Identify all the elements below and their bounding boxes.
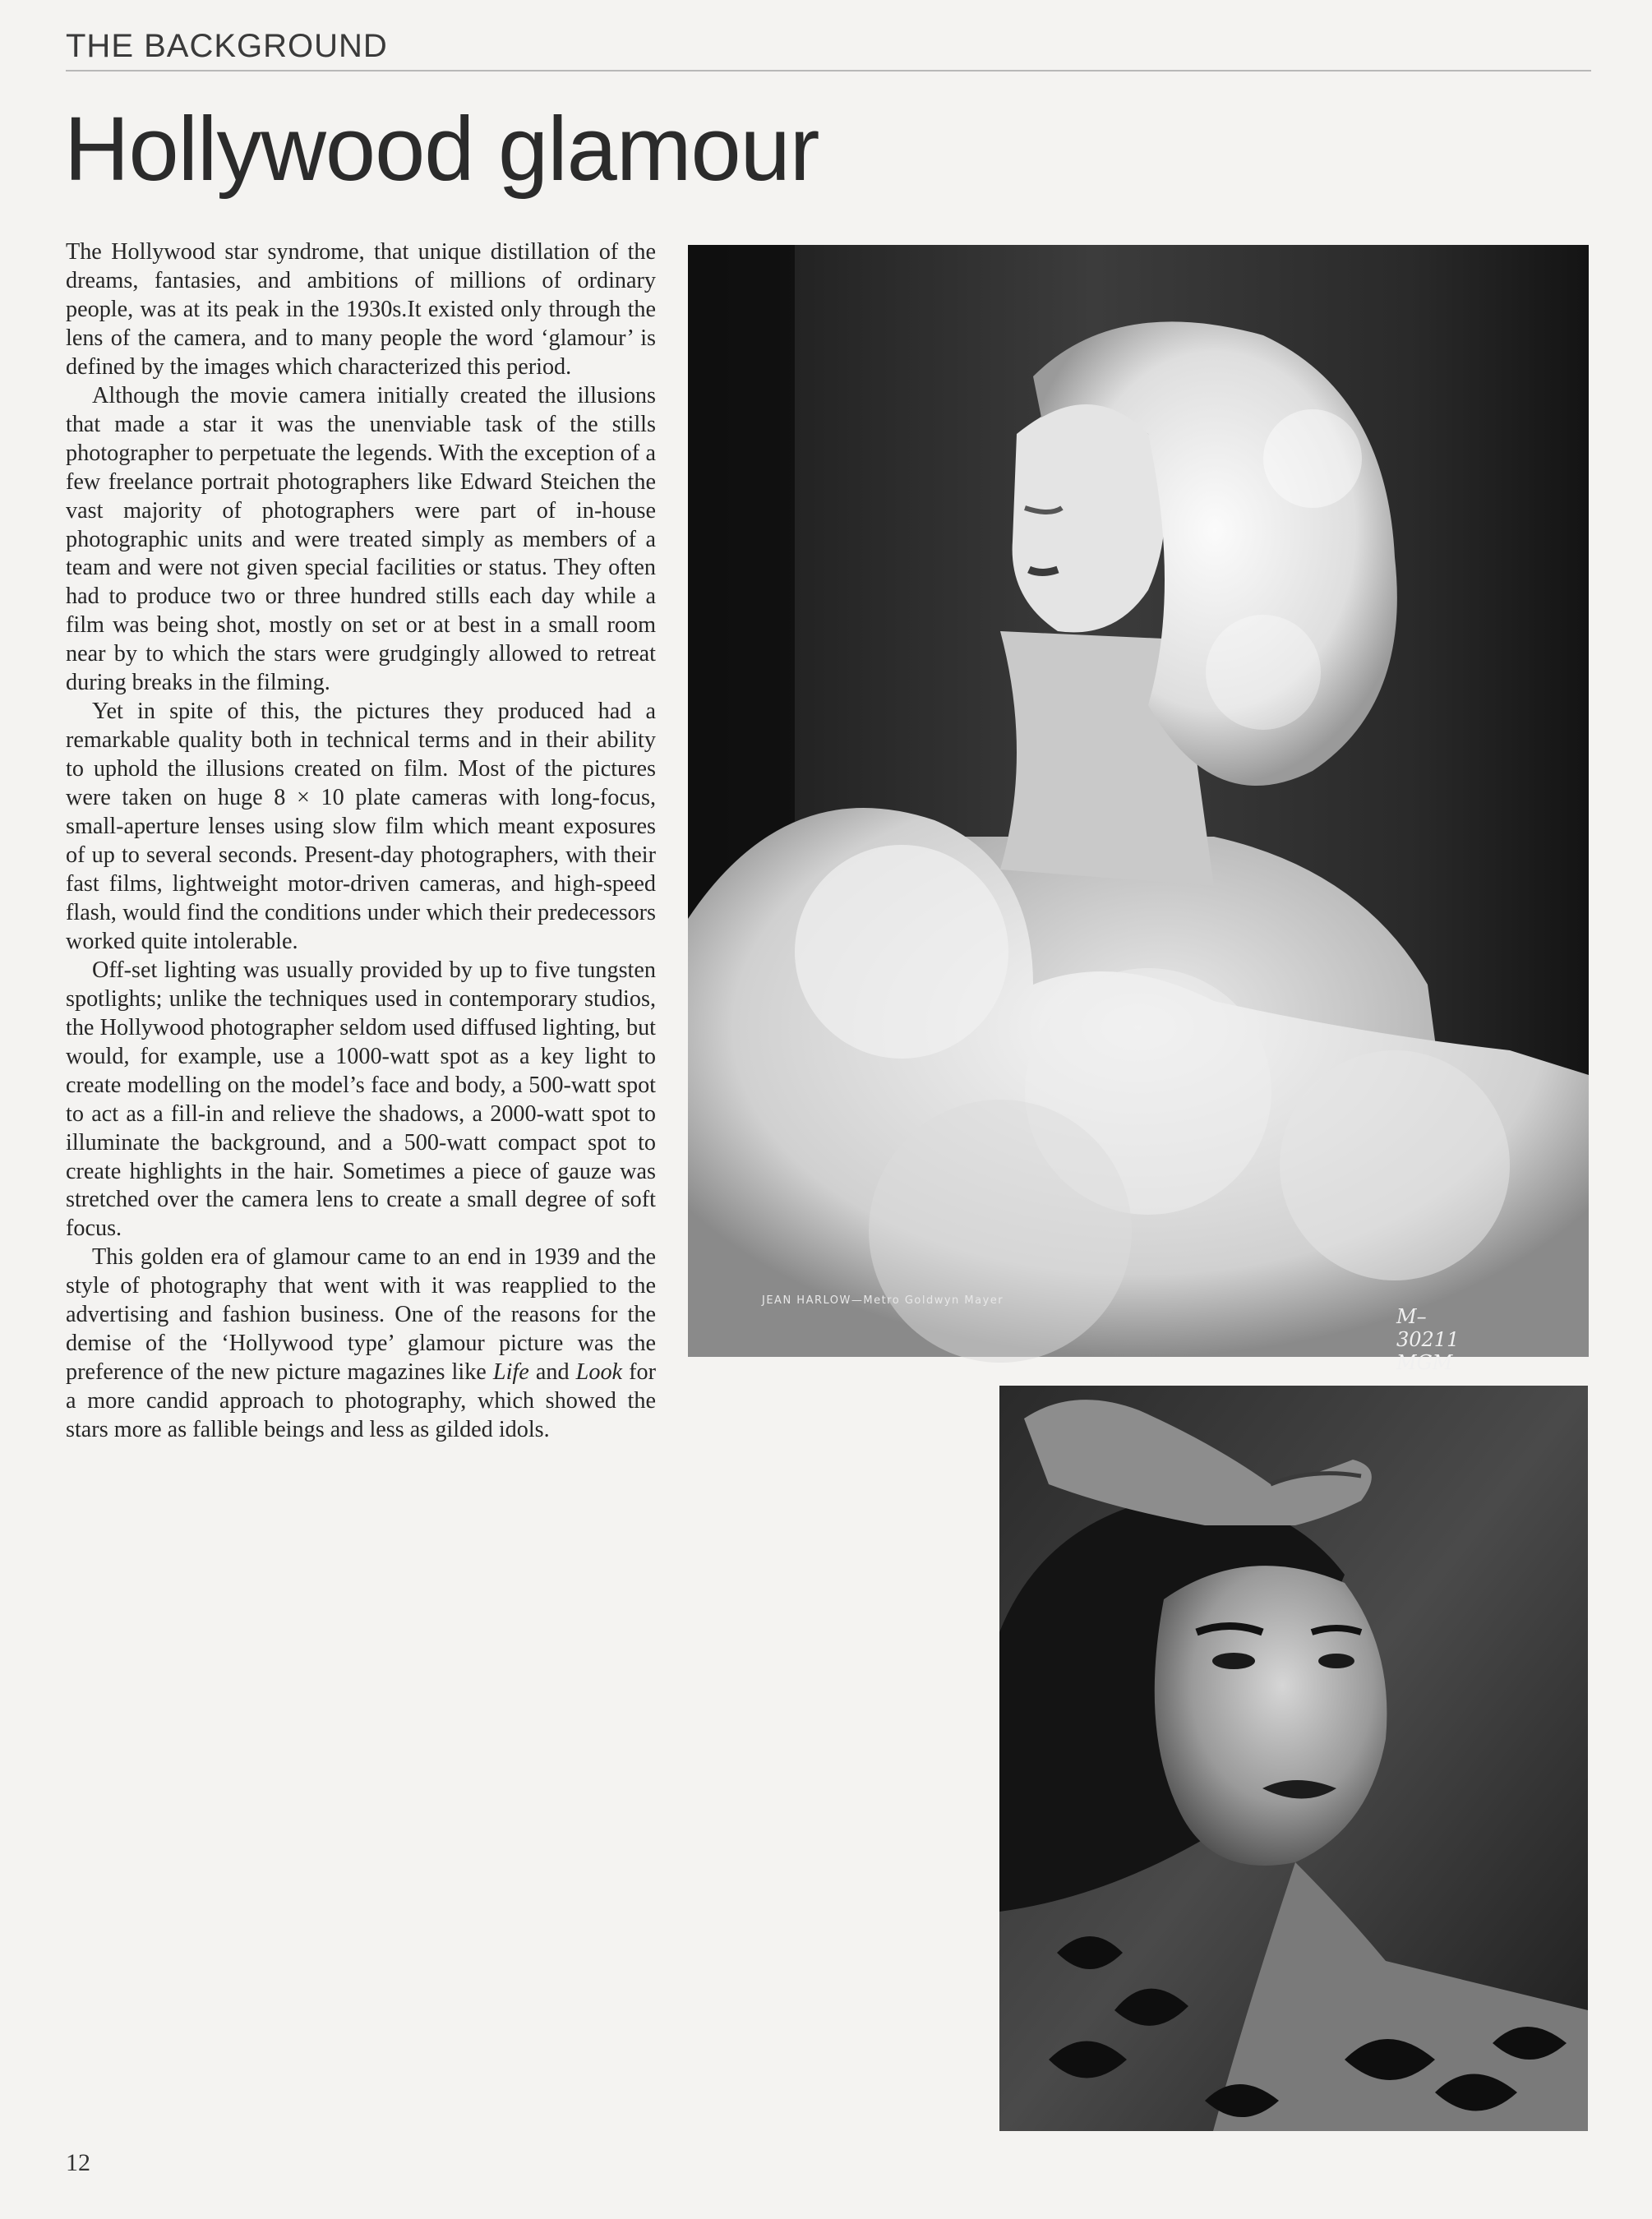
paragraph-1: The Hollywood star syndrome, that unique distillation of the dreams, fantasies, and ambitions of millions of ordinary people, was at its peak in the 1930s.It existed only through the lens of the camera, and to many people the word ‘glamour’ is defined by the images which characterized this period. — [66, 239, 656, 380]
magazine-look: Look — [575, 1359, 623, 1386]
body-text-column — [66, 238, 656, 1445]
paragraph-2: Although the movie camera initially created the illusions that made a star it was the unenviable task of the stills photographer to perpetuate the legends. With the exception of a few freelance portrait photographers like Edward Steichen the vast majority of photographers were part of in-house photographic units and were treated simply as members of a team and were not given special facilities or status. They often had to produce two or three hundred stills each day while a film was being shot, mostly on set or at best in a small room near by to which the stars were grudgingly allowed to retreat during breaks in the filming. — [66, 382, 656, 696]
header-rule — [66, 70, 1591, 72]
paragraph-4: Off-set lighting was usually provided by up to five tungsten spotlights; unlike the techniques used in contemporary studios, the Hollywood photographer seldom used diffused lighting, but would, for example, use a 1000-watt spot as a key light to create modelling on the model’s face and body, a 500-watt spot to act as a fill-in and relieve the shadows, a 2000-watt spot to illuminate the background, and a 500-watt compact spot to create highlights in the hair. Sometimes a piece of gauze was stretched over the camera lens to create a small degree of soft focus. — [66, 957, 656, 1242]
paragraph-5-text-b: for a more candid approach to photography, which showed the stars more as fallible beings and less as gilded idols. — [66, 1359, 657, 1443]
section-label: THE BACKGROUND — [66, 28, 388, 64]
paragraph-5-text-and: and — [528, 1359, 576, 1386]
portrait-photo-harlow — [688, 245, 1589, 1374]
photo-credit-left: JEAN HARLOW—Metro Goldwyn Mayer — [762, 1294, 1004, 1307]
portrait-bottom-graphic — [999, 1386, 1588, 2131]
portrait-photo-bottom — [999, 1386, 1588, 2131]
page-title: Hollywood glamour — [64, 99, 819, 200]
portrait-harlow-graphic — [688, 245, 1589, 1357]
paragraph-5-text-a: This golden era of glamour came to an end in 1939 and the style of photography that went with it was reapplied to the advertising and fashion business. One of the reasons for the demise of the ‘Hollywood type’ glamour picture was the preference of the new picture magazines like — [66, 1244, 656, 1386]
paragraph-3: Yet in spite of this, the pictures they produced had a remarkable quality both in technical terms and in their ability to uphold the illusions created on film. Most of the pictures were taken on huge 8 × 10 plate cameras with long-focus, small-aperture lenses using slow film which meant exposures of up to several seconds. Present-day photographers, with their fast films, lightweight motor-driven cameras, and high-speed flash, would find the conditions under which their predecessors worked quite intolerable. — [66, 699, 656, 954]
magazine-life: Life — [492, 1359, 529, 1386]
photo-credit-right: M– 30211 MGM — [1396, 1305, 1460, 1374]
page-number: 12 — [66, 2149, 90, 2176]
paragraph-5 — [66, 1243, 656, 1445]
